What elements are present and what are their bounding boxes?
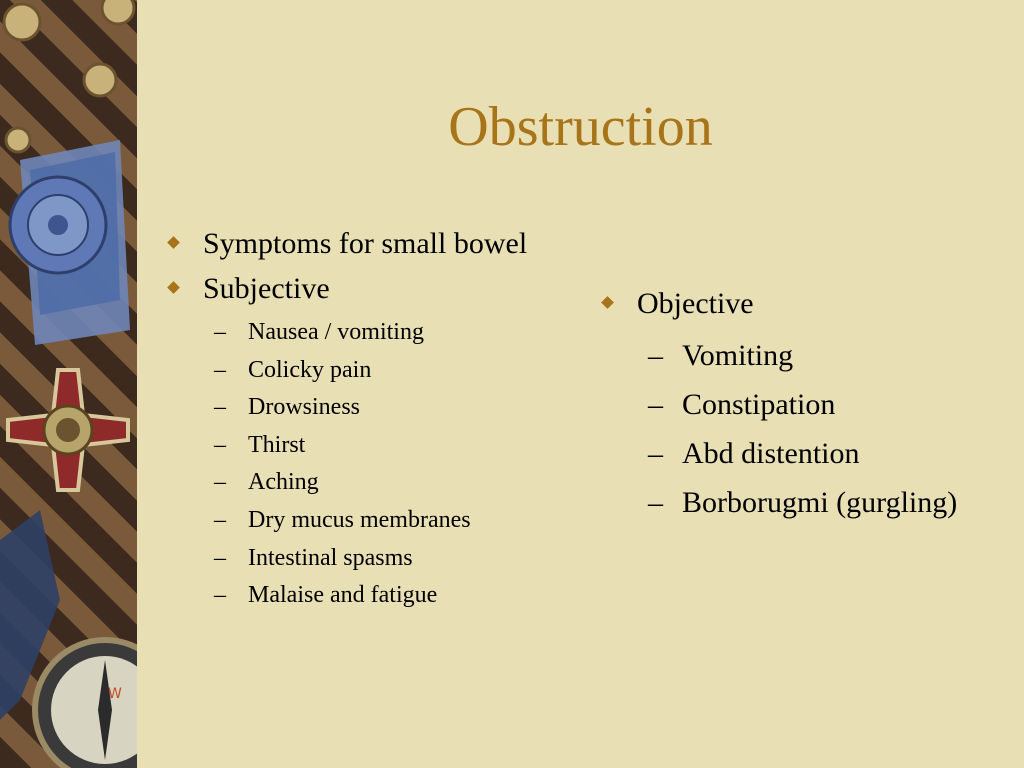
list-item-label: Objective [637, 287, 754, 320]
medal-and-compass-icon [0, 0, 137, 768]
dash-bullet-icon: – [648, 339, 663, 372]
sub-list-item [166, 389, 546, 427]
sub-list-item-label: Vomiting [682, 339, 794, 372]
dash-bullet-icon: – [214, 356, 226, 383]
list-item [166, 271, 546, 307]
dash-bullet-icon: – [214, 544, 226, 571]
sub-list-item [166, 352, 546, 390]
right-column [600, 286, 1010, 527]
dash-bullet-icon: – [648, 388, 663, 421]
sub-list-item-label: Intestinal spasms [248, 544, 413, 571]
sub-list-item [166, 427, 546, 465]
sub-list-item-label: Dry mucus membranes [248, 506, 471, 533]
dash-bullet-icon: – [648, 486, 663, 519]
left-column [166, 226, 546, 615]
dash-bullet-icon: – [214, 394, 226, 421]
sub-list-item-label: Nausea / vomiting [248, 319, 424, 345]
sub-list-item-label: Constipation [682, 388, 836, 421]
sub-list-item-label: Abd distention [682, 437, 860, 470]
dash-bullet-icon: – [214, 431, 226, 458]
sub-list-item [600, 331, 1010, 380]
dash-bullet-icon: – [214, 582, 226, 609]
diamond-bullet-icon [601, 296, 614, 309]
slide-title: Obstruction [448, 96, 713, 158]
list-item [166, 226, 546, 262]
list-item-label: Symptoms for small bowel [203, 227, 528, 260]
sub-list-item [166, 502, 546, 540]
sub-list-item [166, 464, 546, 502]
dash-bullet-icon: – [648, 437, 663, 470]
sub-list-item-label: Malaise and fatigue [248, 582, 438, 609]
dash-bullet-icon: – [214, 469, 226, 496]
sub-list-item-label: Drowsiness [248, 394, 360, 421]
sub-list-item-label: Borborugmi (gurgling) [682, 486, 958, 519]
subjective-sublist [166, 314, 546, 615]
sub-list-item-label: Thirst [248, 431, 306, 458]
sub-list-item-label: Aching [248, 469, 319, 496]
diamond-bullet-icon [167, 281, 180, 294]
dash-bullet-icon: – [214, 506, 226, 533]
decorative-side-image [0, 0, 137, 768]
sub-list-item [166, 314, 546, 352]
sub-list-item [600, 478, 1010, 527]
svg-text:W: W [108, 686, 122, 702]
dash-bullet-icon: – [214, 319, 226, 345]
list-item-label: Subjective [203, 272, 330, 305]
sub-list-item [166, 540, 546, 578]
right-bullet-list [600, 286, 1010, 322]
left-bullet-list [166, 226, 546, 307]
sub-list-item [600, 429, 1010, 478]
sub-list-item-label: Colicky pain [248, 356, 372, 383]
sub-list-item [166, 577, 546, 615]
sub-list-item [600, 380, 1010, 429]
diamond-bullet-icon [167, 236, 180, 249]
list-item [600, 286, 1010, 322]
objective-sublist [600, 331, 1010, 527]
